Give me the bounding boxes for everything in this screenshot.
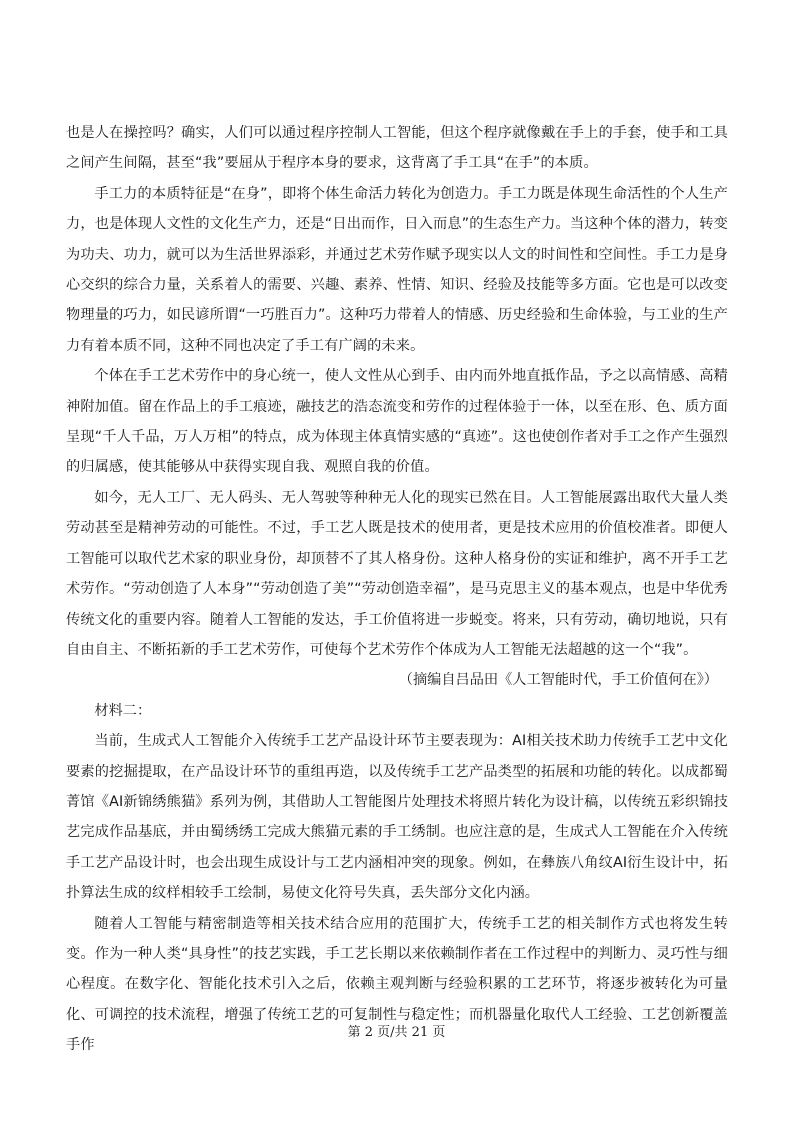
material-heading: 材料二： (94, 702, 152, 719)
paragraph-continued: 也是人在操控吗？确实，人们可以通过程序控制人工智能，但这个程序就像戴在手上的手套，使手和工具之间产生间隔，甚至“我”要屈从于程序本身的要求，这背离了手工具“在手”的本质。 (66, 125, 728, 172)
paragraph: 如今，无人工厂、无人码头、无人驾驶等种种无人化的现实已然在目。人工智能展露出取代大量人类劳动甚至是精神劳动的可能性。不过，手工艺人既是技术的使用者，更是技术应用的价值校准者。即便人工智能可以取代艺术家的职业身份，却顶替不了其人格身份。这种人格身份的实证和维护，离不开手工艺术劳作。“劳动创造了人本身”“劳动创造了美”“劳动创造幸福”，是马克思主义的基本观点，也是中华优秀传统文化的重要内容。随着人工智能的发达，手工价值将进一步蜕变。将来，只有劳动，确切地说，只有自由自主、不断拓新的手工艺术劳作，可使每个艺术劳作个体成为人工智能无法超越的这一个“我”。 (66, 489, 728, 658)
source-citation: （摘编自吕品田《人工智能时代，手工价值何在》） (398, 672, 718, 689)
paragraph: 手工力的本质特征是“在身”，即将个体生命活力转化为创造力。手工力既是体现生命活性的个人生产力，也是体现人文性的文化生产力，还是“日出而作，日入而息”的生态生产力。当这种个体的潜力，转变为功夫、功力，就可以为生活世界添彩，并通过艺术劳作赋予现实以人文的时间性和空间性。手工力是身心交织的综合力量，关系着人的需要、兴趣、素养、性情、知识、经验及技能等多方面。它也是可以改变物理量的巧力，如民谚所谓“一巧胜百力”。这种巧力带着人的情感、历史经验和生命体验，与工业的生产力有着本质不同，这种不同也决定了手工有广阔的未来。 (66, 185, 728, 354)
paragraph: 随着人工智能与精密制造等相关技术结合应用的范围扩大，传统手工艺的相关制作方式也将发生转变。作为一种人类“具身性”的技艺实践，手工艺长期以来依赖制作者在工作过程中的判断力、灵巧性与细心程度。在数字化、智能化技术引入之后，依赖主观判断与经验积累的工艺环节，将逐步被转化为可量化、可调控的技术流程，增强了传统工艺的可复制性与稳定性；而机器量化取代人工经验、工艺创新覆盖手作 (66, 915, 728, 1054)
document-body (66, 118, 728, 1061)
paragraph: 个体在手工艺术劳作中的身心统一，使人文性从心到手、由内而外地直抵作品，予之以高情感、高精神附加值。留在作品上的手工痕迹，融技艺的浩态流变和劳作的过程体验于一体，以至在形、色、质方面呈现“千人千品，万人万相”的特点，成为体现主体真情实感的“真迹”。这也使创作者对手工之作产生强烈的归属感，使其能够从中获得实现自我、观照自我的价值。 (66, 368, 728, 476)
page-number: 第 2 页/共 21 页 (347, 1025, 446, 1040)
paragraph: 当前，生成式人工智能介入传统手工艺产品设计环节主要表现为：AI相关技术助力传统手工艺中文化要素的挖掘提取，在产品设计环节的重组再造，以及传统手工艺产品类型的拓展和功能的转化。以成都蜀菁馆《AI新锦绣熊猫》系列为例，其借助人工智能图片处理技术将照片转化为设计稿，以传统五彩织锦技艺完成作品基底，并由蜀绣绣工完成大熊猫元素的手工绣制。也应注意的是，生成式人工智能在介入传统手工艺产品设计时，也会出现生成设计与工艺内涵相冲突的现象。例如，在彝族八角纹AI衍生设计中，拓扑算法生成的纹样相较手工绘制，易使文化符号失真，丢失部分文化内涵。 (66, 733, 728, 902)
